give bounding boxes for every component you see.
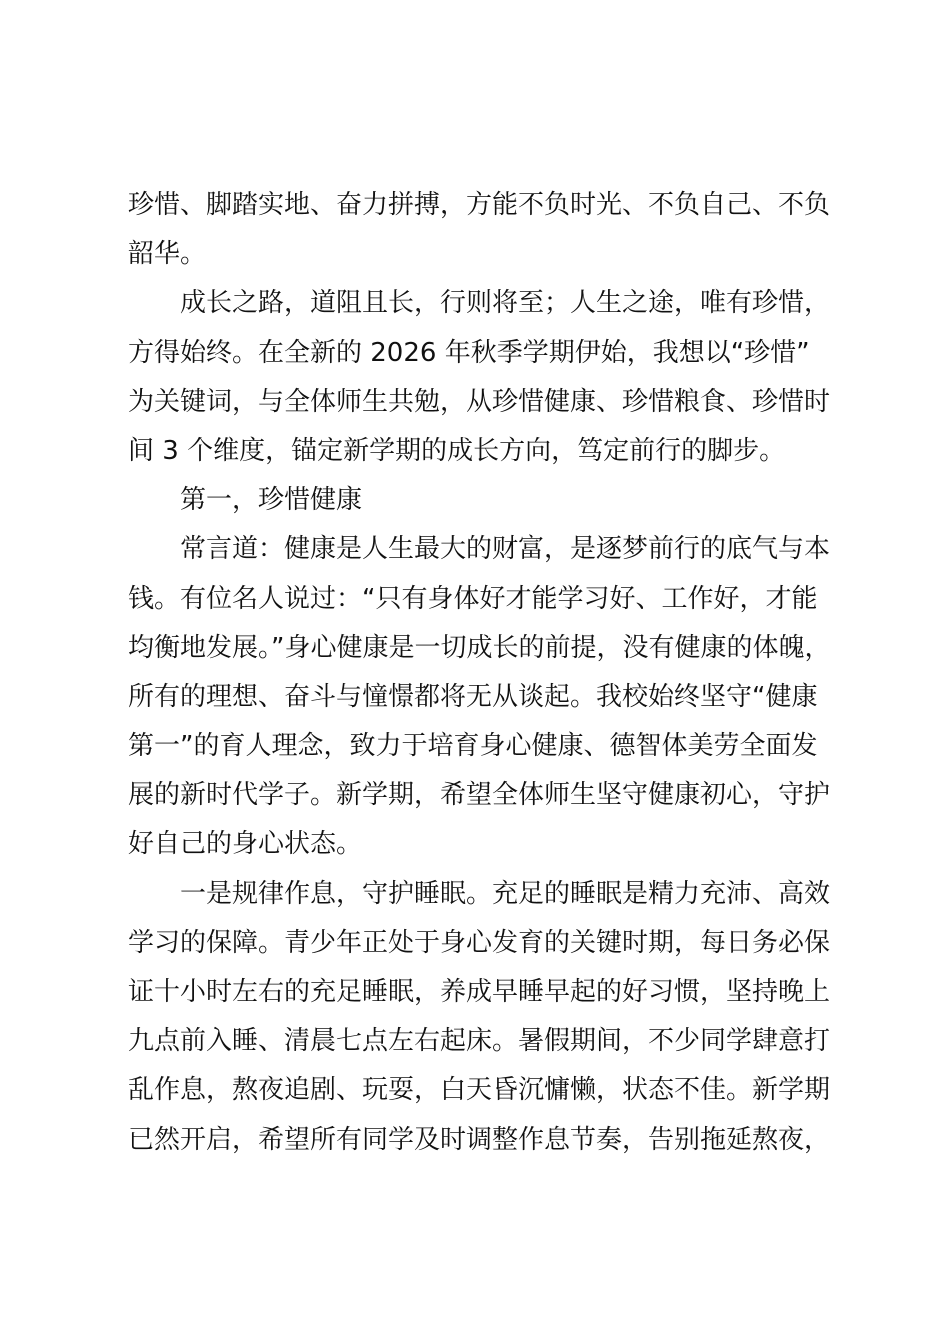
text-line: 第一”的育人理念，致力于培育身心健康、德智体美劳全面发 — [128, 731, 818, 762]
text-line: 所有的理想、奋斗与憧憬都将无从谈起。我校始终坚守“健康 — [128, 681, 818, 712]
text-line: 钱。有位名人说过：“只有身体好才能学习好、工作好，才能 — [128, 583, 818, 614]
paragraph-first-line: 一是规律作息，守护睡眠。充足的睡眠是精力充沛、高效 — [180, 878, 831, 909]
text-line: 均衡地发展。”身心健康是一切成长的前提，没有健康的体魄， — [128, 632, 831, 663]
text-line: 方得始终。在全新的 2026 年秋季学期伊始，我想以“珍惜” — [128, 337, 810, 368]
text-line: 乱作息，熬夜追剧、玩耍，白天昏沉慵懒，状态不佳。新学期 — [128, 1075, 831, 1106]
text-line: 证十小时左右的充足睡眠，养成早睡早起的好习惯，坚持晚上 — [128, 977, 831, 1007]
paragraph-first-line: 常言道：健康是人生最大的财富，是逐梦前行的底气与本 — [180, 534, 831, 565]
text-line: 展的新时代学子。新学期，希望全体师生坚守健康初心，守护 — [128, 780, 831, 811]
text-line: 好自己的身心状态。 — [128, 829, 363, 860]
text-line: 珍惜、脚踏实地、奋力拼搏，方能不负时光、不负自己、不负 — [128, 190, 831, 220]
text-line: 已然开启，希望所有同学及时调整作息节奏，告别拖延熬夜， — [128, 1124, 831, 1155]
text-line: 间 3 个维度，锚定新学期的成长方向，笃定前行的脚步。 — [128, 435, 786, 466]
section-heading: 第一，珍惜健康 — [180, 485, 363, 516]
text-line: 韶华。 — [128, 239, 207, 270]
text-line: 九点前入睡、清晨七点左右起床。暑假期间，不少同学肆意打 — [128, 1026, 831, 1057]
text-line: 为关键词，与全体师生共勉，从珍惜健康、珍惜粮食、珍惜时 — [128, 386, 831, 417]
text-line: 学习的保障。青少年正处于身心发育的关键时期，每日务必保 — [128, 927, 831, 958]
document-body — [128, 181, 838, 1165]
paragraph-first-line: 成长之路，道阻且长，行则将至；人生之途，唯有珍惜， — [180, 288, 831, 319]
